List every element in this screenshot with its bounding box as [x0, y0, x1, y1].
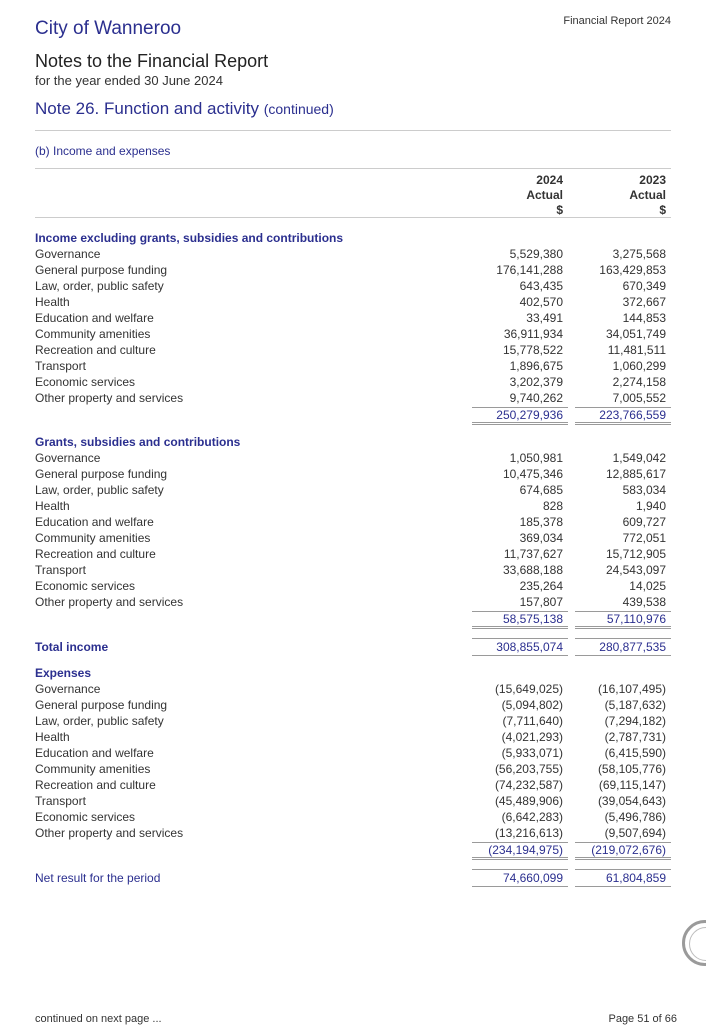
- value-2023: 61,804,859: [605, 871, 666, 885]
- value-2023: 1,940: [635, 499, 666, 513]
- row-label: Governance: [35, 247, 101, 261]
- row-label: Other property and services: [35, 391, 184, 405]
- value-2024: (4,021,293): [501, 730, 563, 744]
- value-2024: (5,933,071): [501, 746, 563, 760]
- note-continued: (continued): [263, 101, 334, 117]
- value-2024: 36,911,934: [503, 327, 563, 341]
- table-row: [35, 374, 671, 390]
- subtotal-underline: [472, 422, 568, 423]
- row-label: Economic services: [35, 810, 136, 824]
- value-2024: 185,378: [519, 515, 563, 529]
- value-2023: (58,105,776): [597, 762, 666, 776]
- section-heading-grants: [35, 434, 671, 450]
- notes-subtitle: for the year ended 30 June 2024: [35, 73, 223, 88]
- value-2024: 235,264: [519, 579, 563, 593]
- section-heading-expenses: [35, 665, 671, 681]
- row-label: Education and welfare: [35, 746, 154, 760]
- row-label: Law, order, public safety: [35, 279, 164, 293]
- subtotal-underline: [575, 857, 671, 858]
- row-label: Recreation and culture: [35, 778, 156, 792]
- value-2024: 828: [542, 499, 563, 513]
- table-row: [35, 546, 671, 562]
- table-row: [35, 530, 671, 546]
- row-label: Economic services: [35, 375, 136, 389]
- report-label: Financial Report 2024: [563, 15, 671, 27]
- table-row: [35, 294, 671, 310]
- table-row: [35, 310, 671, 326]
- row-label: Transport: [35, 563, 86, 577]
- subtotal-row-expenses: [35, 842, 671, 858]
- row-label: Health: [35, 295, 70, 309]
- section-heading-income: [35, 230, 671, 246]
- table-row: [35, 562, 671, 578]
- row-label: General purpose funding: [35, 698, 168, 712]
- value-2023: 57,110,976: [606, 612, 666, 626]
- subtotal-underline: [472, 859, 568, 860]
- table-row: [35, 745, 671, 761]
- table-row: [35, 326, 671, 342]
- row-label: Recreation and culture: [35, 343, 156, 357]
- value-2023: 670,349: [622, 279, 666, 293]
- subtotal-underline: [575, 422, 671, 423]
- section-title: Expenses: [35, 666, 92, 680]
- row-label: Education and welfare: [35, 311, 154, 325]
- row-label: Other property and services: [35, 826, 184, 840]
- value-2023: 3,275,568: [612, 247, 666, 261]
- heading-divider: [35, 130, 671, 131]
- column-year: 2024: [536, 173, 563, 187]
- value-2023: 11,481,511: [607, 343, 666, 357]
- value-2023: (6,415,590): [604, 746, 666, 760]
- table-row: [35, 825, 671, 841]
- net-underline: [575, 886, 671, 887]
- row-label: Economic services: [35, 579, 136, 593]
- row-label: Health: [35, 730, 70, 744]
- row-label: Health: [35, 499, 70, 513]
- value-2023: (5,187,632): [604, 698, 666, 712]
- net-underline: [472, 886, 568, 887]
- value-2024: 674,685: [519, 483, 563, 497]
- value-2024: (74,232,587): [494, 778, 563, 792]
- row-label: General purpose funding: [35, 467, 168, 481]
- table-row: [35, 358, 671, 374]
- value-2024: 3,202,379: [509, 375, 563, 389]
- value-2024: 308,855,074: [496, 640, 563, 654]
- value-2023: (16,107,495): [597, 682, 666, 696]
- value-2024: 250,279,936: [496, 408, 563, 422]
- value-2023: (69,115,147): [598, 778, 666, 792]
- subtotal-row-grants: [35, 611, 671, 627]
- value-2023: 34,051,749: [605, 327, 666, 341]
- total-underline: [575, 655, 671, 656]
- table-row: [35, 777, 671, 793]
- table-row: [35, 578, 671, 594]
- value-2023: (219,072,676): [591, 843, 666, 857]
- continued-note: continued on next page ...: [35, 1013, 162, 1025]
- value-2024: 1,050,981: [509, 451, 563, 465]
- value-2024: 33,688,188: [502, 563, 563, 577]
- column-unit: $: [556, 203, 563, 217]
- total-income-row: [35, 639, 671, 655]
- table-row: [35, 681, 671, 697]
- subtotal-underline: [472, 857, 568, 858]
- value-2023: 280,877,535: [599, 640, 666, 654]
- value-2023: 15,712,905: [605, 547, 666, 561]
- value-2024: 643,435: [519, 279, 563, 293]
- value-2023: (2,787,731): [604, 730, 666, 744]
- row-label: Total income: [35, 640, 109, 654]
- table-row: [35, 713, 671, 729]
- table-row: [35, 498, 671, 514]
- table-row: [35, 514, 671, 530]
- auditor-stamp-seal: [682, 920, 706, 966]
- value-2024: 9,740,262: [509, 391, 563, 405]
- value-2024: (7,711,640): [502, 714, 563, 728]
- value-2024: 11,737,627: [503, 547, 563, 561]
- value-2024: (56,203,755): [494, 762, 563, 776]
- section-title: Grants, subsidies and contributions: [35, 435, 241, 449]
- value-2023: 372,667: [622, 295, 666, 309]
- table-row: [35, 262, 671, 278]
- table-row: [35, 278, 671, 294]
- row-label: Net result for the period: [35, 871, 161, 885]
- row-label: Education and welfare: [35, 515, 154, 529]
- section-title: Income excluding grants, subsidies and contributions: [35, 231, 344, 245]
- value-2023: 609,727: [622, 515, 666, 529]
- subtotal-underline: [575, 859, 671, 860]
- value-2024: 176,141,288: [496, 263, 563, 277]
- value-2023: 439,538: [622, 595, 666, 609]
- subtotal-underline: [575, 626, 671, 627]
- row-label: Recreation and culture: [35, 547, 156, 561]
- value-2023: 163,429,853: [599, 263, 666, 277]
- value-2024: 33,491: [526, 311, 563, 325]
- row-label: Law, order, public safety: [35, 483, 164, 497]
- value-2023: 12,885,617: [605, 467, 666, 481]
- value-2024: (234,194,975): [488, 843, 563, 857]
- table-row: [35, 482, 671, 498]
- row-label: Governance: [35, 682, 101, 696]
- value-2023: (7,294,182): [604, 714, 666, 728]
- value-2024: (15,649,025): [494, 682, 563, 696]
- column-basis: Actual: [629, 188, 666, 202]
- page-number: Page 51 of 66: [608, 1013, 677, 1025]
- table-row: [35, 342, 671, 358]
- table-row: [35, 246, 671, 262]
- value-2023: (9,507,694): [604, 826, 666, 840]
- total-underline: [472, 655, 568, 656]
- subtotal-underline: [472, 424, 568, 425]
- table-row: [35, 793, 671, 809]
- value-2024: 58,575,138: [502, 612, 563, 626]
- table-row: [35, 594, 671, 610]
- value-2023: 223,766,559: [599, 408, 666, 422]
- table-row: [35, 697, 671, 713]
- value-2024: (6,642,283): [501, 810, 563, 824]
- value-2023: 24,543,097: [605, 563, 666, 577]
- value-2023: 14,025: [629, 579, 666, 593]
- row-label: Community amenities: [35, 327, 151, 341]
- value-2023: 1,060,299: [612, 359, 666, 373]
- row-label: Law, order, public safety: [35, 714, 164, 728]
- subtotal-underline: [472, 626, 568, 627]
- value-2024: 1,896,675: [509, 359, 563, 373]
- notes-title: Notes to the Financial Report: [35, 51, 269, 71]
- row-label: Community amenities: [35, 762, 151, 776]
- column-basis: Actual: [526, 188, 563, 202]
- subtotal-underline: [575, 424, 671, 425]
- value-2024: 74,660,099: [502, 871, 563, 885]
- header-divider: [35, 217, 671, 218]
- value-2023: 2,274,158: [612, 375, 666, 389]
- subtotal-underline: [472, 628, 568, 629]
- value-2024: 5,529,380: [509, 247, 563, 261]
- table-row: [35, 761, 671, 777]
- note-title: Note 26. Function and activity: [35, 99, 259, 118]
- value-2024: (45,489,906): [494, 794, 563, 808]
- value-2024: 10,475,346: [502, 467, 563, 481]
- table-top-divider: [35, 168, 671, 169]
- value-2023: 1,549,042: [612, 451, 666, 465]
- row-label: Governance: [35, 451, 101, 465]
- column-header-2024: [472, 173, 563, 218]
- table-row: [35, 809, 671, 825]
- value-2023: 772,051: [622, 531, 666, 545]
- table-row: [35, 450, 671, 466]
- value-2024: (13,216,613): [494, 826, 563, 840]
- table-row: [35, 390, 671, 406]
- table-row: [35, 466, 671, 482]
- value-2023: 144,853: [622, 311, 666, 325]
- row-label: Transport: [35, 359, 86, 373]
- value-2024: 15,778,522: [502, 343, 563, 357]
- subtotal-underline: [575, 628, 671, 629]
- value-2024: (5,094,802): [501, 698, 563, 712]
- value-2024: 157,807: [519, 595, 563, 609]
- value-2023: 583,034: [622, 483, 666, 497]
- column-year: 2023: [639, 173, 666, 187]
- value-2023: 7,005,552: [612, 391, 666, 405]
- net-result-row: [35, 870, 671, 886]
- organisation-name: City of Wanneroo: [35, 18, 182, 39]
- row-label: Community amenities: [35, 531, 151, 545]
- value-2023: (39,054,643): [597, 794, 666, 808]
- value-2024: 402,570: [519, 295, 563, 309]
- table-row: [35, 729, 671, 745]
- note-heading: [35, 99, 334, 119]
- value-2023: (5,496,786): [604, 810, 666, 824]
- row-label: General purpose funding: [35, 263, 168, 277]
- section-label: (b) Income and expenses: [35, 144, 171, 158]
- subtotal-row-income: [35, 407, 671, 423]
- row-label: Transport: [35, 794, 86, 808]
- row-label: Other property and services: [35, 595, 184, 609]
- value-2024: 369,034: [519, 531, 563, 545]
- column-unit: $: [659, 203, 666, 217]
- column-header-2023: [575, 173, 666, 218]
